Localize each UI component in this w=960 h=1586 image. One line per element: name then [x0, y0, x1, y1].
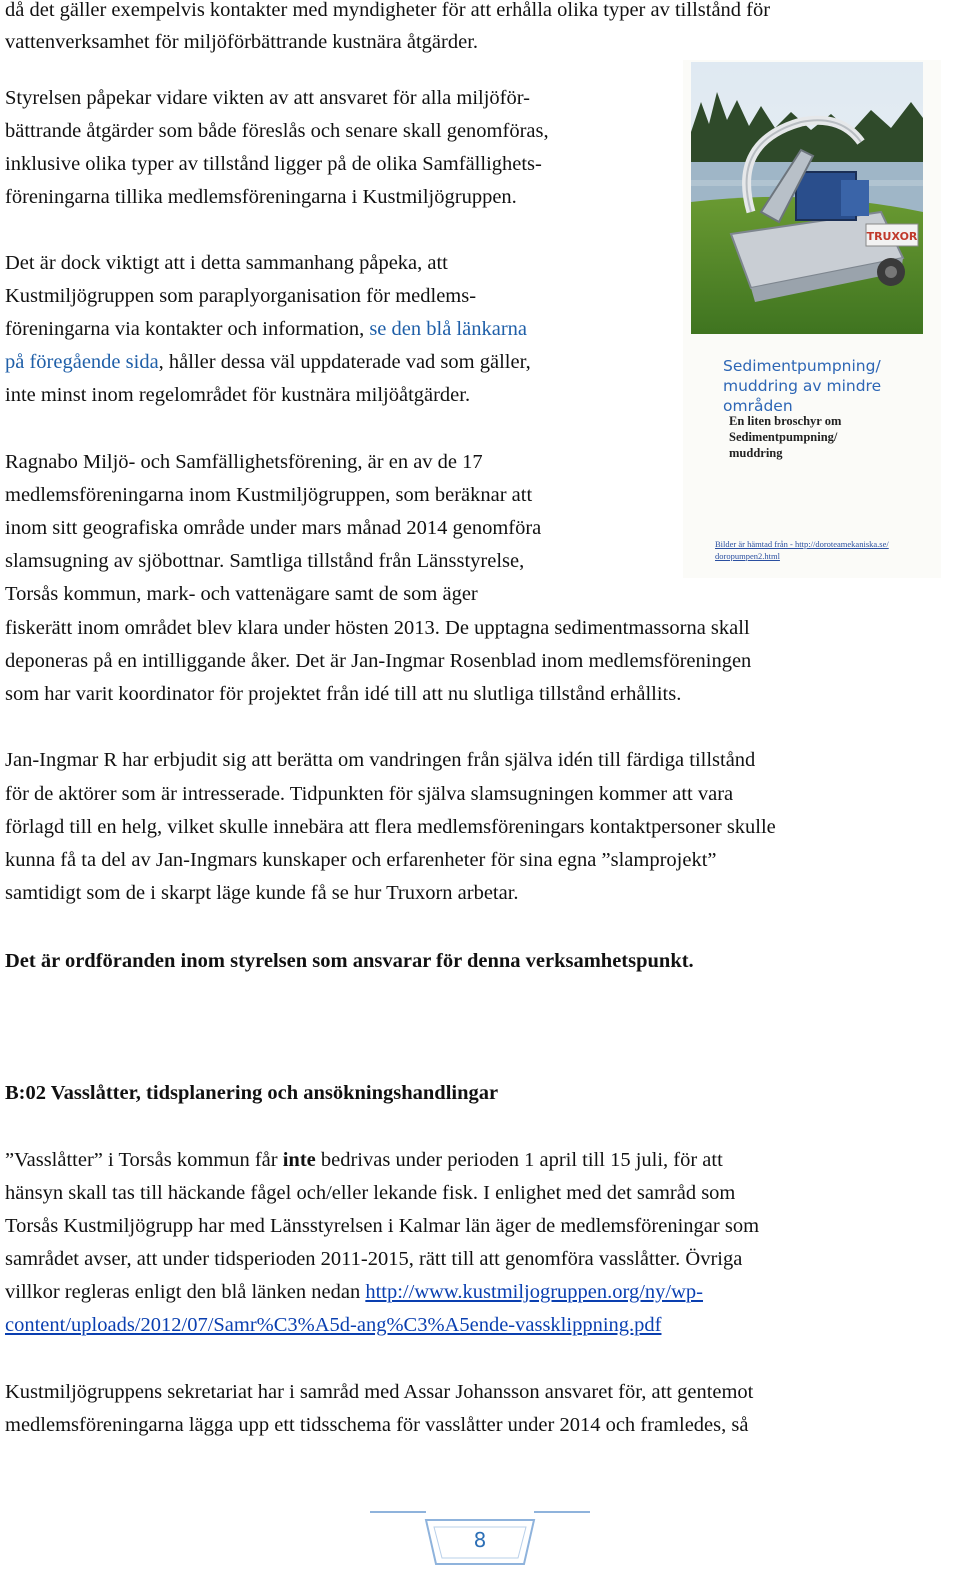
text-line: Torsås Kustmiljögrupp har med Länsstyrelsen i Kalmar län äger de medlemsföreningar som: [5, 1215, 760, 1237]
text-line: Jan-Ingmar R har erbjudit sig att berätta om vandringen från själva idén till färdiga tillstånd: [5, 749, 756, 771]
blue-link-text[interactable]: se den blå länkarna: [369, 318, 527, 340]
responsibility-statement: Det är ordföranden inom styrelsen som ansvarar för denna verksamhetspunkt.: [5, 950, 694, 972]
text-line: för de aktörer som är intresserade. Tidpunkten för själva slamsugningen kommer att vara: [5, 783, 734, 805]
text-line: Styrelsen påpekar vidare vikten av att ansvaret för alla miljöför-: [5, 87, 530, 109]
text-line: Kustmiljögruppen som paraplyorganisation för medlems-: [5, 285, 477, 307]
brochure-description: En liten broschyr om Sedimentpumpning/ muddring: [729, 414, 842, 460]
text-line: bättrande åtgärder som både föreslås och senare skall genomföras,: [5, 120, 549, 142]
text-line: inom sitt geografiska område under mars månad 2014 genomföra: [5, 517, 542, 539]
text-line: fiskerätt inom området blev klara under hösten 2013. De upptagna sedimentmassorna skall: [5, 617, 750, 639]
text-line: slamsugning av sjöbottnar. Samtliga tillstånd från Länsstyrelse,: [5, 550, 525, 572]
text-line: [5, 1309, 661, 1342]
blue-link-text[interactable]: på föregående sida: [5, 351, 159, 373]
text-line: på föregående sida, håller dessa väl uppdaterade vad som gäller,: [5, 351, 531, 373]
text-line: förlagd till en helg, vilket skulle innebära att flera medlemsföreningars kontaktpersoner skulle: [5, 816, 776, 838]
text-line: deponeras på en intilliggande åker. Det är Jan-Ingmar Rosenblad inom medlemsföreningen: [5, 650, 752, 672]
section-heading: B:02 Vasslåtter, tidsplanering och ansökningshandlingar: [5, 1082, 499, 1104]
page-number: 8: [473, 1528, 487, 1552]
footer-divider-left: [370, 1511, 426, 1513]
boat-photo-illustration: [691, 62, 923, 334]
text-line: Kustmiljögruppens sekretariat har i samråd med Assar Johansson ansvaret för, att gentemot: [5, 1381, 754, 1403]
brochure-title: Sedimentpumpning/ muddring av mindre områden: [723, 357, 882, 415]
text-line: samrådet avser, att under tidsperioden 2011-2015, rätt till att genomföra vasslåtter. Övriga: [5, 1248, 743, 1270]
text-line: medlemsföreningarna lägga upp ett tidsschema för vasslåtter under 2014 och framledes, så: [5, 1414, 749, 1436]
samrad-pdf-link[interactable]: http://www.kustmiljogruppen.org/ny/wp-: [365, 1281, 704, 1303]
text-line: då det gäller exempelvis kontakter med myndigheter för att erhålla olika typer av tillstånd för: [5, 0, 771, 21]
truxor-logo: TRUXOR: [866, 230, 918, 243]
text-line: Torsås kommun, mark- och vattenägare samt de som äger: [5, 583, 478, 605]
text-line: kunna få ta del av Jan-Ingmars kunskaper och erfarenheter för sina egna ”slamprojekt”: [5, 849, 717, 871]
text-line: Ragnabo Miljö- och Samfällighetsförening, är en av de 17: [5, 451, 483, 473]
text-line: samtidigt som de i skarpt läge kunde få se hur Truxorn arbetar.: [5, 882, 519, 904]
emphasis-inte: inte: [282, 1149, 316, 1171]
text-line: inklusive olika typer av tillstånd ligger på de olika Samfällighets-: [5, 153, 542, 175]
text-line: hänsyn skall tas till häckande fågel och/eller lekande fisk. I enlighet med det samråd som: [5, 1182, 736, 1204]
samrad-pdf-link[interactable]: content/uploads/2012/07/Samr%C3%A5d-ang%C3%A5ende-vassklippning.pdf: [5, 1314, 662, 1336]
text-line: ”Vasslåtter” i Torsås kommun får inte bedrivas under perioden 1 april till 15 juli, för att: [5, 1149, 723, 1171]
page-number-tab: [424, 1518, 536, 1566]
text-line: föreningarna via kontakter och information, se den blå länkarna: [5, 318, 527, 340]
text-line: Det är dock viktigt att i detta sammanhang påpeka, att: [5, 252, 448, 274]
footer-divider-right: [534, 1511, 590, 1513]
image-credit-link[interactable]: Bilder är hämtad från - http://doroteamekaniska.se/ doropumpen2.html: [715, 539, 889, 561]
text-line: föreningarna tillika medlemsföreningarna i Kustmiljögruppen.: [5, 186, 517, 208]
text-line: inte minst inom regelområdet för kustnära miljöåtgärder.: [5, 384, 471, 406]
truxor-boat-photo: [691, 62, 923, 334]
text-line: villkor regleras enligt den blå länken nedan http://www.kustmiljogruppen.org/ny/wp-: [5, 1281, 704, 1303]
text-line: som har varit koordinator för projektet från idé till att nu slutliga tillstånd erhållits.: [5, 683, 682, 705]
brochure-figure: [683, 60, 941, 578]
text-line: vattenverksamhet för miljöförbättrande kustnära åtgärder.: [5, 31, 479, 53]
text-line: medlemsföreningarna inom Kustmiljögruppen, som beräknar att: [5, 484, 533, 506]
